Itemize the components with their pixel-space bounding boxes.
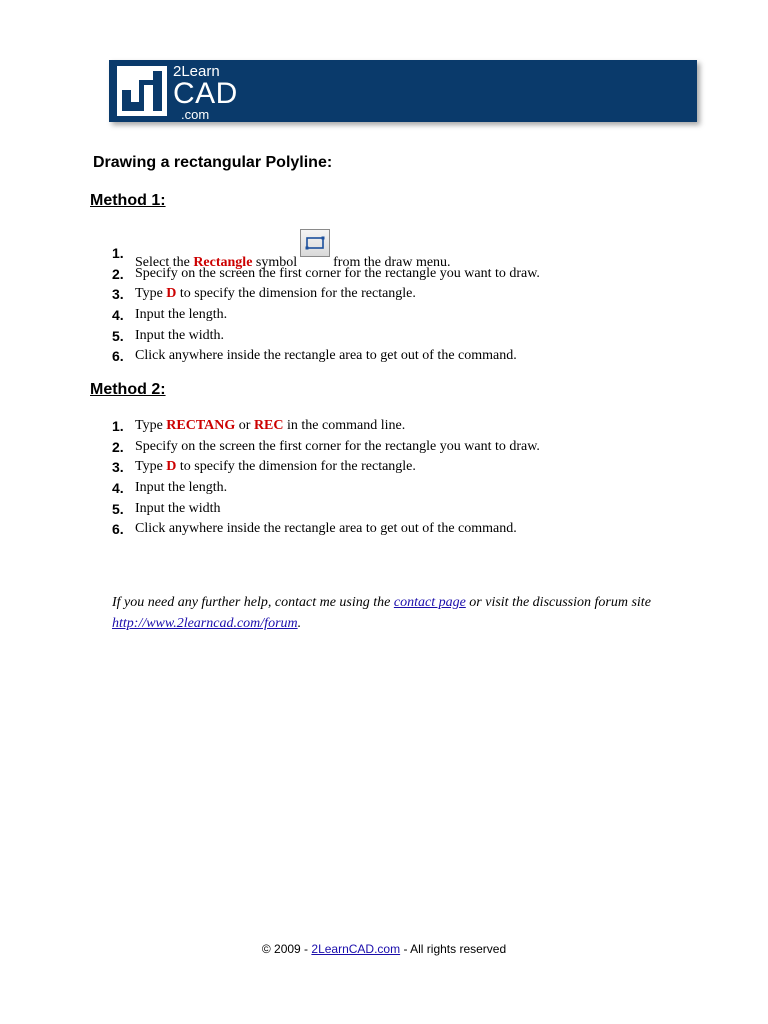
step-text: Select the [135,255,194,270]
step-text: Type [135,459,167,475]
step-number: 4. [112,480,124,497]
step-text: Input the width [135,500,221,516]
method1-step [0,284,768,305]
site-link[interactable]: 2LearnCAD.com [311,942,401,956]
step-text: Click anywhere inside the rectangle area to get out of the command. [135,348,517,364]
logo-mark-icon [117,66,167,116]
step-text: to specify the dimension for the rectangle. [176,286,416,302]
step-keyword: D [166,459,177,475]
footer-text: © 2009 - [261,942,312,956]
method2-step [0,437,768,458]
method1-step [0,346,768,367]
method1-heading: Method 1: [90,192,166,209]
step-number: 3. [112,459,124,476]
footer [0,942,768,956]
step-number: 2. [112,438,124,455]
step-text: Specify on the screen the first corner for the rectangle you want to draw. [135,265,540,281]
method1-step [0,326,768,347]
step-text: Type [135,418,167,433]
step-text: Type [135,286,167,302]
help-text: . [297,616,302,631]
step-text: Input the width. [135,327,225,343]
contact-page-link[interactable]: contact page [393,595,466,610]
step-text: Click anywhere inside the rectangle area to get out of the command. [135,521,517,537]
step-text: Specify on the screen the first corner for the rectangle you want to draw. [135,438,540,454]
method2-step [0,499,768,520]
step-number: 1. [112,418,124,434]
logo-line-1: 2Learn [173,63,220,80]
step-text: from the draw menu. [333,255,451,270]
logo-line-2: CAD [173,77,238,110]
step-number: 4. [112,307,124,324]
footer-text: - All rights reserved [400,942,507,956]
page-title: Drawing a rectangular Polyline: [93,154,333,171]
step-number: 6. [112,521,124,538]
header-banner [109,60,697,122]
method2-heading: Method 2: [90,381,166,398]
method2-steps [0,416,768,540]
method2-step [0,457,768,478]
method2-step [0,416,768,437]
help-text: or visit the discussion forum site [465,595,651,610]
step-text: to specify the dimension for the rectangle. [176,459,416,475]
method2-step [0,519,768,540]
method1-step [0,243,768,270]
step-keyword: Rectangle [193,255,253,270]
step-number: 5. [112,500,124,517]
step-text: or [235,418,254,433]
rectangle-tool-icon [300,229,330,257]
method1-steps [0,243,768,367]
step-keyword: REC [253,418,284,433]
logo-line-3: .com [181,107,210,122]
step-number: 5. [112,327,124,344]
step-number: 2. [112,265,124,282]
step-text: symbol [252,255,298,270]
help-text: If you need any further help, contact me using the [112,595,394,610]
step-number: 1. [112,245,124,261]
step-keyword: RECTANG [166,418,236,433]
step-number: 3. [112,286,124,303]
step-text: Input the length. [135,307,228,323]
step-number: 6. [112,348,124,365]
method2-step [0,478,768,499]
logo-wordmark [173,64,238,121]
step-text: in the command line. [283,418,406,433]
method1-step [0,305,768,326]
step-keyword: D [166,286,177,302]
help-paragraph [112,592,692,634]
forum-link[interactable]: http://www.2learncad.com/forum [112,616,298,631]
step-text: Input the length. [135,480,228,496]
method1-step [0,264,768,285]
